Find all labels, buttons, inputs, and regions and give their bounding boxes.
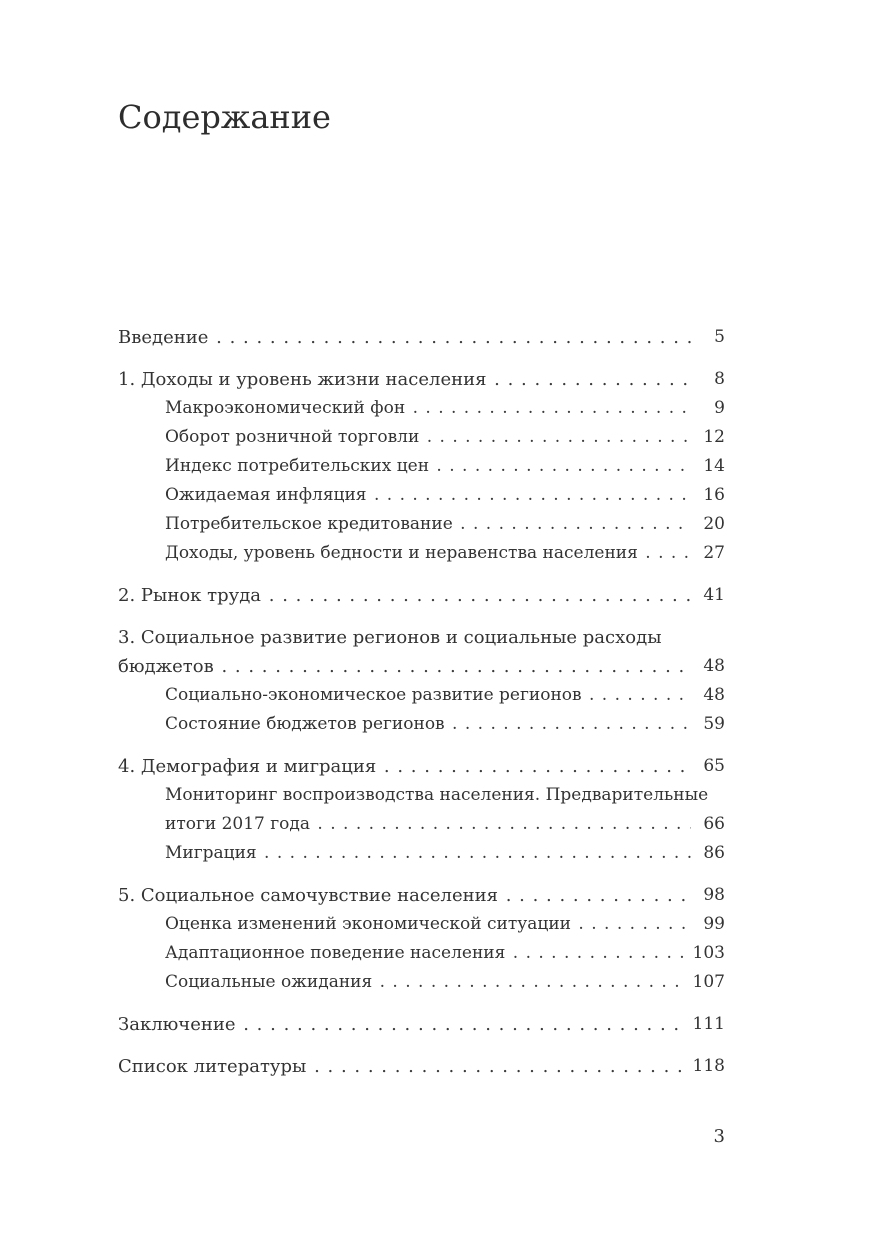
toc-entry: [165, 394, 725, 423]
toc-entry-label: Социально-экономическое развитие регионов . . .: [165, 685, 582, 705]
toc-entry-label: Миграция . . .: [165, 843, 257, 863]
toc-entry-page: 41: [691, 581, 725, 610]
toc-entry: [165, 781, 725, 839]
toc-entry: [165, 423, 725, 452]
table-of-contents: [118, 323, 725, 1081]
toc-entry: [118, 881, 725, 910]
toc-entry-page: 107: [685, 968, 725, 997]
toc-entry-label: Заключение . . .: [118, 1014, 236, 1035]
toc-entry-page: 98: [691, 881, 725, 910]
toc-entry-page: 12: [691, 423, 725, 452]
page-title: Содержание: [118, 98, 331, 136]
toc-entry: [118, 323, 725, 352]
toc-entry-label: Социальные ожидания . . .: [165, 972, 372, 992]
toc-entry: [165, 839, 725, 868]
toc-entry-page: 14: [691, 452, 725, 481]
toc-entry: [165, 510, 725, 539]
toc-entry-page: 66: [691, 810, 725, 839]
toc-entry: [118, 752, 725, 781]
toc-entry-label: Мониторинг воспроизводства населения. Предварительные итоги 2017 года . . .: [165, 785, 708, 834]
toc-entry-label: 1. Доходы и уровень жизни населения . . .: [118, 369, 486, 390]
toc-entry-label: Доходы, уровень бедности и неравенства населения . . .: [165, 543, 638, 563]
toc-entry-page: 48: [691, 652, 725, 681]
toc-entry-page: 103: [685, 939, 725, 968]
toc-entry-label: 3. Социальное развитие регионов и социальные расходы бюджетов . . .: [118, 627, 662, 677]
toc-entry-page: 111: [685, 1010, 725, 1039]
toc-entry-page: 59: [691, 710, 725, 739]
toc-entry-page: 99: [691, 910, 725, 939]
toc-entry: [165, 481, 725, 510]
toc-entry-label: Список литературы . . .: [118, 1056, 306, 1077]
toc-entry-label: Макроэкономический фон . . .: [165, 398, 405, 418]
toc-entry-page: 16: [691, 481, 725, 510]
toc-entry-label: 2. Рынок труда . . .: [118, 585, 261, 606]
toc-entry-page: 8: [691, 365, 725, 394]
toc-entry-page: 65: [691, 752, 725, 781]
toc-entry-page: 86: [691, 839, 725, 868]
toc-entry: [165, 681, 725, 710]
toc-entry-label: Потребительское кредитование . . .: [165, 514, 453, 534]
toc-entry: [165, 710, 725, 739]
toc-entry: [165, 452, 725, 481]
toc-entry: [118, 1010, 725, 1039]
toc-entry-label: Ожидаемая инфляция . . .: [165, 485, 367, 505]
toc-entry: [118, 581, 725, 610]
toc-entry: [165, 910, 725, 939]
toc-entry-label: Оценка изменений экономической ситуации . . .: [165, 914, 571, 934]
toc-entry-label: Индекс потребительских цен . . .: [165, 456, 429, 476]
toc-entry-label: Введение . . .: [118, 327, 208, 348]
toc-entry: [118, 1052, 725, 1081]
toc-entry-label: Адаптационное поведение населения . . .: [165, 943, 505, 963]
toc-entry-page: 118: [685, 1052, 725, 1081]
toc-entry-label: Состояние бюджетов регионов . . .: [165, 714, 445, 734]
toc-entry: [165, 539, 725, 568]
toc-entry-label: 4. Демография и миграция . . .: [118, 756, 376, 777]
toc-entry-page: 9: [691, 394, 725, 423]
toc-entry-page: 20: [691, 510, 725, 539]
toc-entry-page: 48: [691, 681, 725, 710]
toc-entry-page: 27: [691, 539, 725, 568]
toc-entry-label: 5. Социальное самочувствие населения . . .: [118, 885, 498, 906]
toc-entry-label: Оборот розничной торговли . . .: [165, 427, 419, 447]
page-content: [118, 0, 725, 1081]
toc-entry-page: 5: [691, 323, 725, 352]
toc-entry: [118, 623, 725, 681]
toc-entry: [165, 968, 725, 997]
toc-entry: [165, 939, 725, 968]
toc-entry: [118, 365, 725, 394]
page-number: 3: [713, 1126, 725, 1147]
